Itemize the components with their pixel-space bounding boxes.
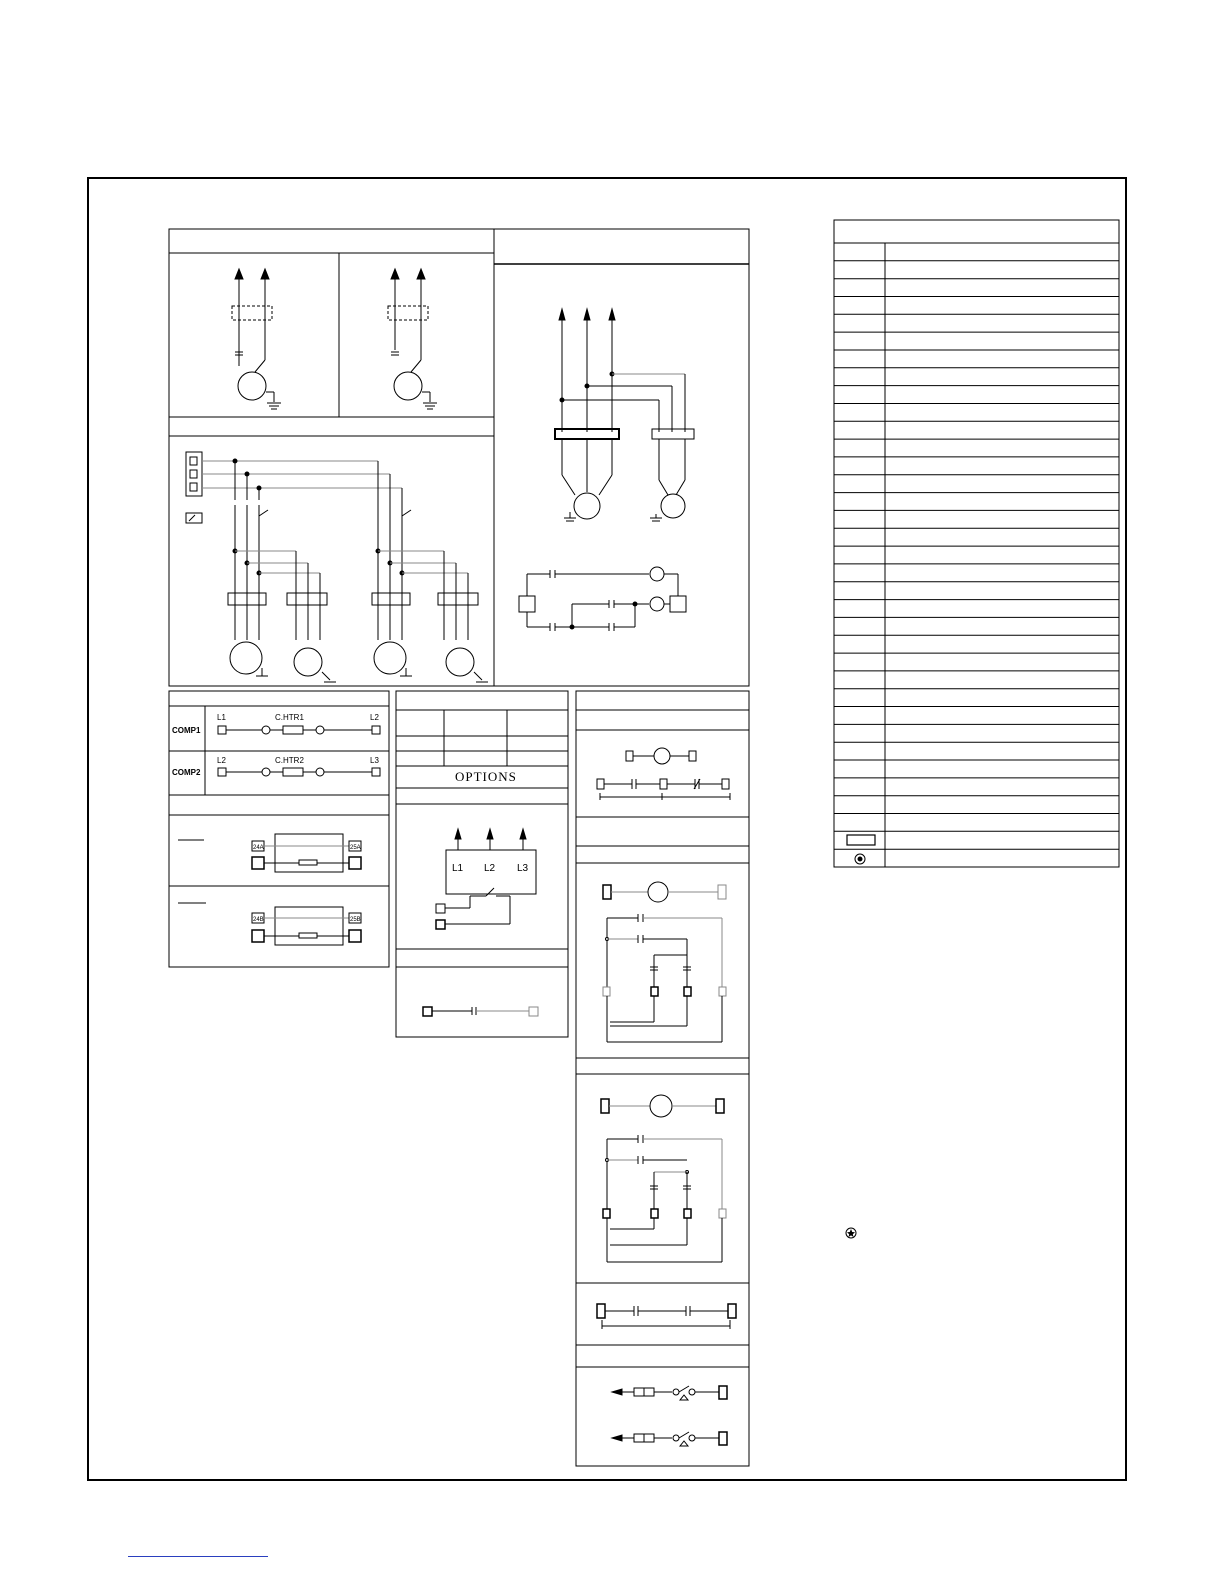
main-power-distribution xyxy=(186,452,488,682)
legend-table xyxy=(834,220,1119,867)
phase-l1: L1 xyxy=(452,863,464,874)
note-star-icon xyxy=(846,1228,856,1238)
fan-motor-1 xyxy=(238,372,266,400)
terminal-25a: 25A xyxy=(350,845,361,851)
row-end-comp1: L2 xyxy=(370,713,379,722)
ground-lug-icon xyxy=(186,513,202,523)
phase-l2: L2 xyxy=(484,863,496,874)
exhaust-fan-motor xyxy=(661,494,685,518)
terminal-block-icon xyxy=(186,452,202,496)
compressor-motor-1 xyxy=(230,642,262,674)
footer-link[interactable] xyxy=(128,1556,268,1557)
sheet-frame xyxy=(88,178,1126,1480)
control-ladder-panel xyxy=(576,691,749,1466)
legend-rows xyxy=(834,261,1119,849)
terminal-block-labels xyxy=(253,845,361,923)
row-end-comp2: L3 xyxy=(370,756,379,765)
row-heater-comp2: C.HTR2 xyxy=(275,756,304,765)
power-wiring-panel xyxy=(169,229,749,686)
options-panel xyxy=(396,691,568,1037)
row-heater-comp1: C.HTR1 xyxy=(275,713,304,722)
row-tag-comp1: COMP1 xyxy=(172,726,201,735)
row-tag-comp2: COMP2 xyxy=(172,768,201,777)
compressor-motor-2 xyxy=(374,642,406,674)
terminal-25b: 25B xyxy=(350,917,361,923)
wire-nut-icon xyxy=(847,835,875,845)
relay-coil-2 xyxy=(650,597,664,611)
terminal-24a: 24A xyxy=(253,845,264,851)
condenser-fan-motor-2 xyxy=(446,648,474,676)
fan-motor-2 xyxy=(394,372,422,400)
row-start-comp1: L1 xyxy=(217,713,226,722)
crankcase-heater-labels xyxy=(172,713,379,777)
terminal-blocks xyxy=(178,834,361,945)
terminal-24b: 24B xyxy=(253,917,264,923)
crankcase-heater-panel xyxy=(169,691,389,967)
supply-fan-motor xyxy=(574,493,600,519)
supply-fan-wiring xyxy=(519,309,694,631)
row-start-comp2: L2 xyxy=(217,756,226,765)
phase-l3: L3 xyxy=(517,863,529,874)
fan-motor-diagram-1 xyxy=(232,269,281,409)
relay-coil-1 xyxy=(650,567,664,581)
fan-motor-diagram-2 xyxy=(388,269,437,409)
condenser-fan-motor-1 xyxy=(294,648,322,676)
options-title: OPTIONS xyxy=(455,769,517,784)
